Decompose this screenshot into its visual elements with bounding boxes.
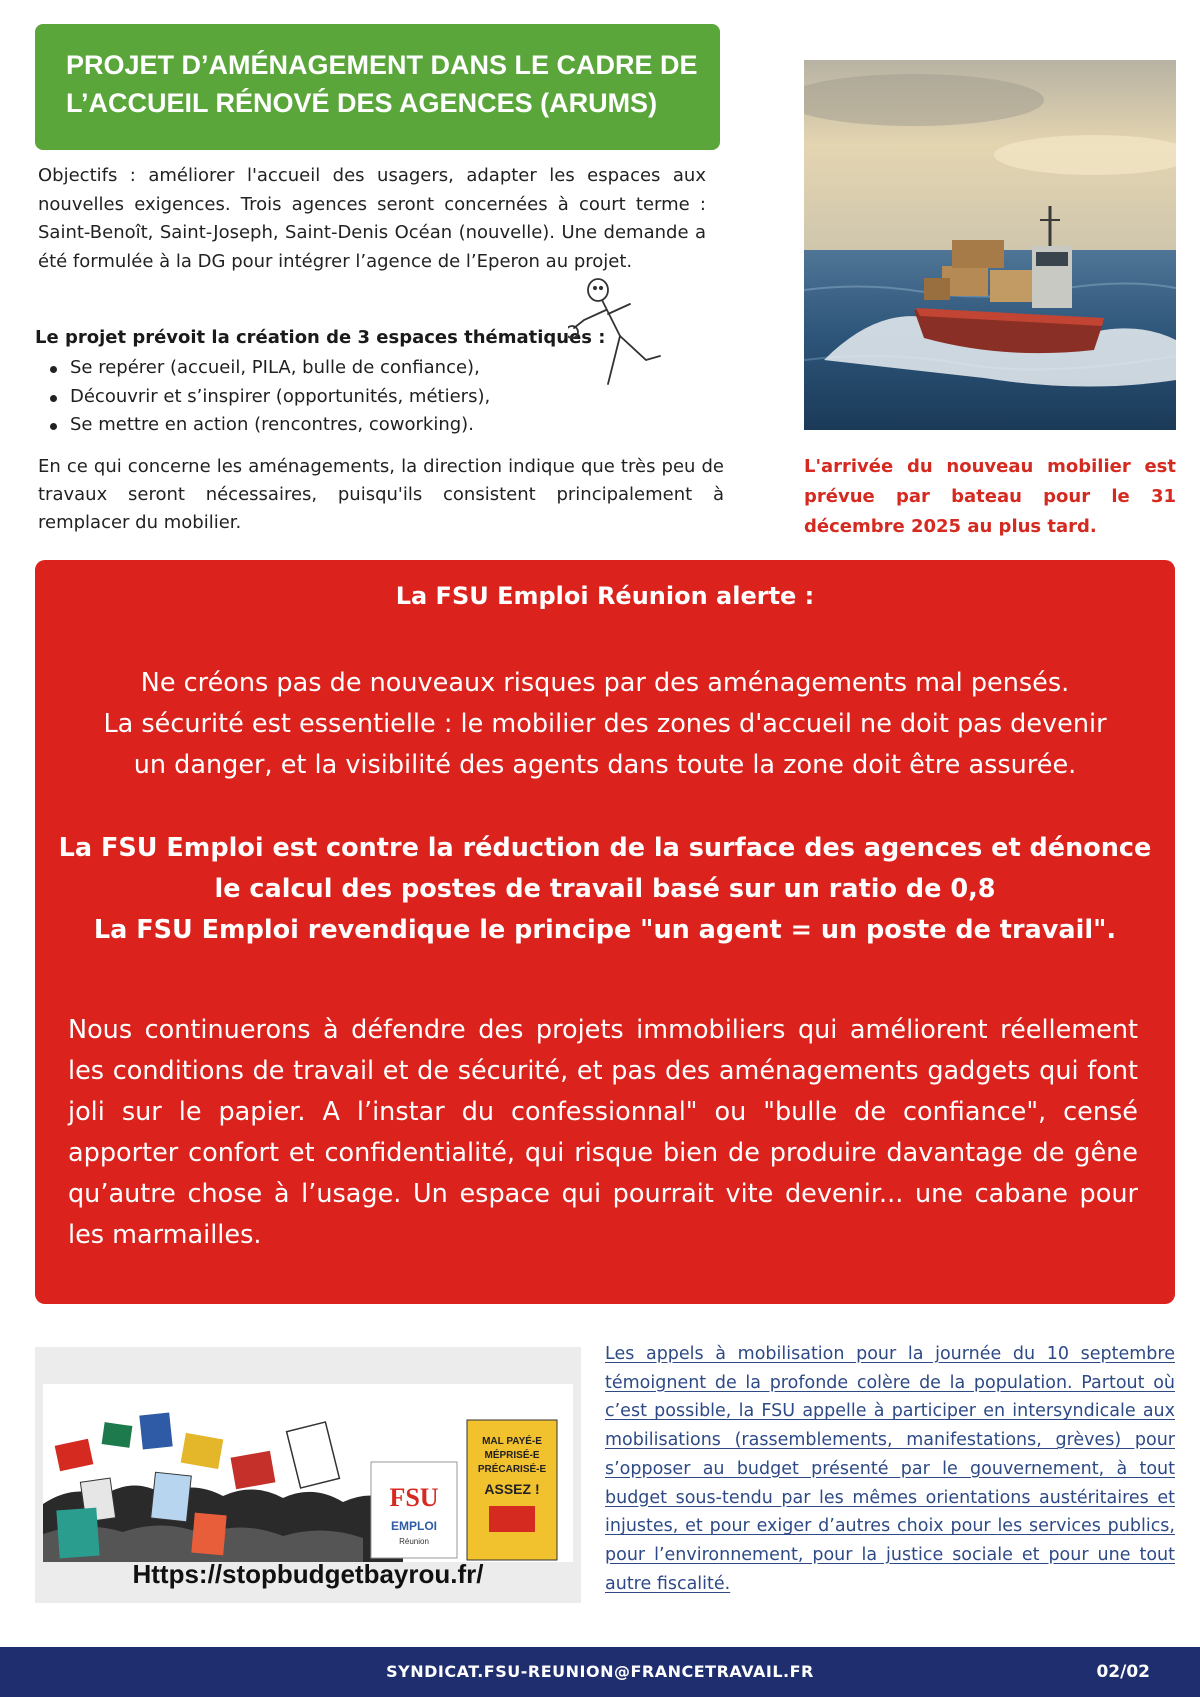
sign-line: MÉPRISÉ-E (484, 1450, 540, 1461)
list-item: Se mettre en action (rencontres, coworking). (48, 411, 568, 440)
page-title-banner (35, 24, 720, 150)
spaces-heading: Le projet prévoit la création de 3 espaces thématiques : (35, 327, 606, 348)
boat-photo (804, 60, 1176, 430)
footer-email[interactable]: SYNDICAT.FSU-REUNION@FRANCETRAVAIL.FR (386, 1662, 814, 1681)
alert-demands (35, 828, 1175, 951)
sign-line: PRÉCARISÉ-E (477, 1464, 547, 1475)
fsu-logo-text: FSU (389, 1483, 439, 1512)
alert-closing-paragraph: Nous continuerons à défendre des projets immobiliers qui améliorent réellement les conditions de travail et de sécurité, et pas des aménagements gadgets qui font joli sur le papier. A l’instar du confessionnal" ou "bulle de confiance", censé apporter confort et confidentialité, qui risque bien de produire davantage de gêne qu’autre chose à l’usage. Un espace qui pourrait vite devenir... une cabane pour les marmailles. (68, 1015, 1138, 1250)
protest-crowd-illustration (43, 1384, 573, 1562)
boat-caption: L'arrivée du nouveau mobilier est prévue par bateau pour le 31 décembre 2025 au plus tard. (804, 456, 1176, 537)
magnifier-stickman-illustration (568, 276, 688, 396)
warning-line: Ne créons pas de nouveaux risques par des aménagements mal pensés. (140, 668, 1070, 698)
alert-title: La FSU Emploi Réunion alerte : (395, 582, 815, 610)
page-title-line2: L’ACCUEIL RÉNOVÉ DES AGENCES (ARUMS) (66, 88, 658, 118)
alert-warning (35, 663, 1175, 786)
fsu-logo-sign (371, 1462, 457, 1558)
warning-line: un danger, et la visibilité des agents dans toute la zone doit être assurée. (133, 750, 1077, 780)
fsu-logo-region: Réunion (399, 1537, 429, 1546)
demand-line: La FSU Emploi est contre la réduction de la surface des agences et dénonce (58, 833, 1152, 863)
demand-line: le calcul des postes de travail basé sur un ratio de 0,8 (214, 874, 996, 904)
demand-line: La FSU Emploi revendique le principe "un agent = un poste de travail". (93, 915, 1117, 945)
alert-box (35, 560, 1175, 1304)
warning-line: La sécurité est essentielle : le mobilier des zones d'accueil ne doit pas devenir (103, 709, 1107, 739)
spaces-list (48, 354, 568, 440)
conclusion-paragraph: En ce qui concerne les aménagements, la direction indique que très peu de travaux seront nécessaires, puisqu'ils consistent principalement à remplacer du mobilier. (38, 456, 724, 533)
page-number: 02/02 (1096, 1662, 1150, 1682)
sign-line: MAL PAYÉ-E (482, 1436, 542, 1447)
mobilisation-link[interactable]: Les appels à mobilisation pour la journée du 10 septembre témoignent de la profonde colère de la population. Partout où c’est possible, la FSU appelle à participer en intersyndicale aux mobilisations (rassemblements, manifestations, grèves) pour s’opposer au budget présenté par le gouvernement, à tout budget sous-tendu par les mêmes orientations austéritaires et injustes, et pour exiger d’autres choix pour les services publics, pour l’environnement, pour la justice sociale et pour une tout autre fiscalité. (605, 1344, 1175, 1594)
footer-bar (0, 1647, 1200, 1697)
assez-sign (467, 1420, 557, 1560)
list-item: Découvrir et s’inspirer (opportunités, métiers), (48, 383, 568, 412)
fsu-logo-subtext: EMPLOI (390, 1519, 438, 1533)
page-title-line1: PROJET D’AMÉNAGEMENT DANS LE CADRE DE (66, 50, 698, 80)
sign-line: ASSEZ ! (484, 1481, 540, 1497)
stop-budget-poster (35, 1347, 581, 1603)
list-item: Se repérer (accueil, PILA, bulle de confiance), (48, 354, 568, 383)
stop-budget-url: Https://stopbudgetbayrou.fr/ (132, 1559, 484, 1589)
objectives-paragraph: Objectifs : améliorer l'accueil des usagers, adapter les espaces aux nouvelles exigences. Trois agences seront concernées à court terme : Saint-Benoît, Saint-Joseph, Saint-Denis Océan (nouvelle). Une demande a été formulée à la DG pour intégrer l’agence de l’Eperon au projet. (38, 165, 706, 272)
